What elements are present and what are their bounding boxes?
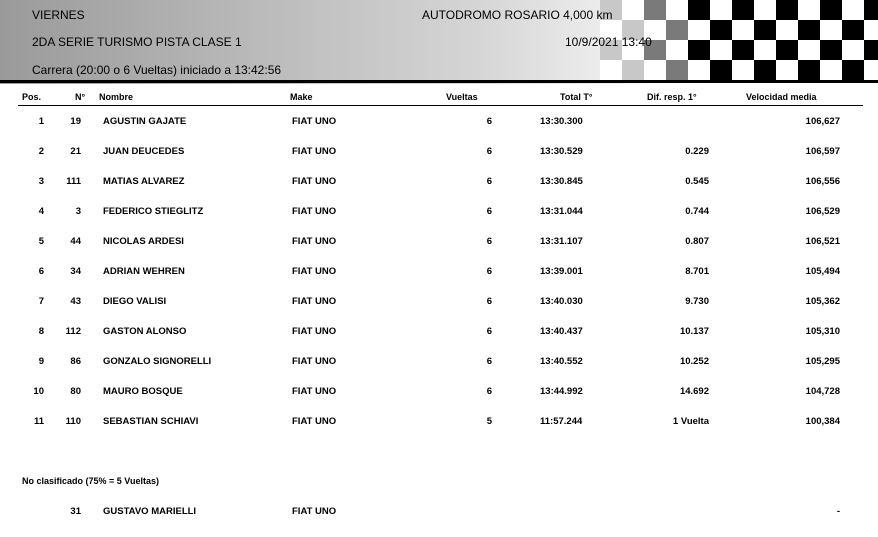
cell-total: 13:40.437 (540, 326, 583, 337)
table-row (0, 236, 878, 250)
cell-diff: 10.252 (679, 356, 709, 367)
cell-diff: 0.744 (685, 206, 709, 217)
cell-make: FIAT UNO (292, 206, 337, 217)
cell-pos: 8 (38, 326, 44, 337)
cell-num: 80 (70, 386, 81, 397)
flag-square (600, 60, 622, 80)
col-pos: Pos. (22, 92, 42, 102)
cell-make: FIAT UNO (292, 356, 337, 367)
flag-square (666, 20, 688, 40)
cell-make: FIAT UNO (292, 416, 337, 427)
cell-speed: 105,295 (805, 356, 840, 367)
cell-diff: 0.229 (685, 146, 709, 157)
flag-square (776, 60, 798, 80)
flag-square (732, 60, 754, 80)
not-classified-label: No clasificado (75% = 5 Vueltas) (22, 476, 159, 486)
cell-diff: 8.701 (685, 266, 709, 277)
cell-total: 13:44.992 (540, 386, 583, 397)
cell-make: FIAT UNO (292, 506, 337, 517)
flag-square (710, 60, 732, 80)
cell-num: 111 (66, 176, 81, 187)
cell-num: 112 (65, 326, 81, 337)
cell-diff: 14.692 (679, 386, 709, 397)
cell-make: FIAT UNO (292, 116, 337, 127)
cell-pos: 3 (38, 176, 44, 187)
cell-name: GONZALO SIGNORELLI (103, 356, 212, 367)
flag-square (798, 20, 820, 40)
cell-total: 11:57.244 (540, 416, 583, 427)
flag-square (820, 40, 842, 60)
flag-square (666, 0, 688, 20)
flag-square (864, 40, 878, 60)
cell-diff: 0.807 (685, 236, 709, 247)
series-title: 2DA SERIE TURISMO PISTA CLASE 1 (32, 35, 242, 49)
col-total: Total T° (560, 92, 593, 102)
flag-square (842, 20, 864, 40)
flag-square (666, 40, 688, 60)
col-laps: Vueltas (446, 92, 478, 102)
table-row (0, 506, 878, 520)
header-divider (0, 80, 878, 83)
cell-speed: 104,728 (805, 386, 840, 397)
cell-total: 13:39.001 (540, 266, 583, 277)
cell-pos: 4 (38, 206, 44, 217)
flag-square (710, 0, 732, 20)
flag-square (710, 20, 732, 40)
cell-speed: 106,597 (805, 146, 840, 157)
cell-total: 13:30.529 (540, 146, 583, 157)
cell-total: 13:31.107 (540, 236, 583, 247)
cell-total: 13:31.044 (540, 206, 583, 217)
cell-laps: 6 (486, 236, 492, 247)
circuit-label: AUTODROMO ROSARIO 4,000 km (422, 8, 613, 22)
flag-square (842, 40, 864, 60)
flag-square (864, 60, 878, 80)
flag-square (732, 40, 754, 60)
flag-square (622, 0, 644, 20)
cell-pos: 1 (38, 116, 44, 127)
cell-pos: 10 (33, 386, 44, 397)
table-row (0, 386, 878, 400)
cell-speed: 105,310 (805, 326, 840, 337)
flag-square (688, 60, 710, 80)
race-info: Carrera (20:00 o 6 Vueltas) iniciado a 13:42:56 (32, 63, 282, 77)
cell-pos: 6 (38, 266, 44, 277)
cell-laps: 6 (486, 386, 492, 397)
cell-make: FIAT UNO (292, 146, 337, 157)
table-row (0, 116, 878, 130)
cell-name: FEDERICO STIEGLITZ (103, 206, 204, 217)
cell-num: 86 (70, 356, 81, 367)
flag-square (798, 0, 820, 20)
day-label: VIERNES (32, 8, 85, 22)
col-speed: Velocidad media (746, 92, 817, 102)
table-header-divider (18, 105, 863, 106)
cell-name: JUAN DEUCEDES (103, 146, 185, 157)
cell-num: 31 (70, 506, 81, 517)
cell-name: MAURO BOSQUE (103, 386, 183, 397)
flag-square (798, 60, 820, 80)
col-num: N° (75, 92, 86, 102)
flag-square (820, 0, 842, 20)
cell-num: 43 (70, 296, 81, 307)
cell-total: 13:40.030 (540, 296, 583, 307)
flag-square (776, 0, 798, 20)
cell-pos: 11 (33, 416, 44, 427)
table-row (0, 146, 878, 160)
cell-pos: 5 (38, 236, 44, 247)
cell-diff: 0.545 (685, 176, 709, 187)
flag-square (798, 40, 820, 60)
cell-num: 21 (70, 146, 81, 157)
table-row (0, 296, 878, 310)
cell-pos: 7 (38, 296, 44, 307)
cell-speed: 105,362 (805, 296, 840, 307)
flag-square (688, 40, 710, 60)
col-make: Make (290, 92, 313, 102)
flag-square (622, 60, 644, 80)
cell-name: DIEGO VALISI (103, 296, 167, 307)
cell-total: 13:40.552 (540, 356, 583, 367)
flag-square (820, 20, 842, 40)
cell-num: 3 (75, 206, 81, 217)
cell-laps: 6 (486, 326, 492, 337)
cell-pos: 2 (38, 146, 44, 157)
table-row (0, 356, 878, 370)
cell-name: MATIAS ALVAREZ (103, 176, 185, 187)
cell-laps: 6 (486, 116, 492, 127)
cell-make: FIAT UNO (292, 386, 337, 397)
flag-square (666, 60, 688, 80)
cell-name: ADRIAN WEHREN (103, 266, 185, 277)
cell-diff: 9.730 (685, 296, 709, 307)
cell-laps: 6 (486, 176, 492, 187)
flag-square (732, 0, 754, 20)
cell-speed: 106,521 (805, 236, 840, 247)
col-name: Nombre (99, 92, 134, 102)
cell-laps: 6 (486, 146, 492, 157)
flag-square (688, 20, 710, 40)
flag-square (754, 40, 776, 60)
flag-square (842, 60, 864, 80)
cell-make: FIAT UNO (292, 266, 337, 277)
cell-pos: 9 (38, 356, 44, 367)
cell-make: FIAT UNO (292, 236, 337, 247)
flag-square (776, 40, 798, 60)
cell-name: GASTON ALONSO (103, 326, 187, 337)
cell-laps: 5 (486, 416, 492, 427)
cell-total: 13:30.300 (540, 116, 583, 127)
flag-square (864, 20, 878, 40)
flag-square (688, 0, 710, 20)
cell-speed: 106,627 (805, 116, 840, 127)
flag-square (732, 20, 754, 40)
flag-square (754, 60, 776, 80)
report-header (0, 0, 878, 84)
flag-square (754, 0, 776, 20)
cell-laps: 6 (486, 266, 492, 277)
cell-speed: - (836, 506, 840, 517)
table-row (0, 416, 878, 430)
cell-num: 19 (70, 116, 81, 127)
cell-num: 34 (70, 266, 81, 277)
cell-name: NICOLAS ARDESI (103, 236, 184, 247)
cell-diff: 10.137 (679, 326, 709, 337)
flag-square (776, 20, 798, 40)
cell-speed: 100,384 (805, 416, 840, 427)
cell-speed: 106,529 (805, 206, 840, 217)
cell-laps: 6 (486, 206, 492, 217)
datetime-label: 10/9/2021 13:40 (565, 35, 652, 49)
flag-square (710, 40, 732, 60)
table-row (0, 266, 878, 280)
table-row (0, 176, 878, 190)
col-diff: Dif. resp. 1° (647, 92, 697, 102)
cell-laps: 6 (486, 296, 492, 307)
table-row (0, 326, 878, 340)
cell-make: FIAT UNO (292, 176, 337, 187)
cell-name: AGUSTIN GAJATE (103, 116, 187, 127)
flag-square (644, 0, 666, 20)
cell-total: 13:30.845 (540, 176, 583, 187)
cell-make: FIAT UNO (292, 296, 337, 307)
flag-square (644, 60, 666, 80)
cell-speed: 106,556 (805, 176, 840, 187)
cell-name: SEBASTIAN SCHIAVI (103, 416, 199, 427)
cell-name: GUSTAVO MARIELLI (103, 506, 197, 517)
cell-num: 44 (70, 236, 81, 247)
cell-num: 110 (65, 416, 81, 427)
cell-diff: 1 Vuelta (672, 416, 709, 427)
cell-speed: 105,494 (805, 266, 840, 277)
cell-make: FIAT UNO (292, 326, 337, 337)
flag-square (842, 0, 864, 20)
cell-laps: 6 (486, 356, 492, 367)
flag-square (820, 60, 842, 80)
flag-square (754, 20, 776, 40)
table-row (0, 206, 878, 220)
flag-square (864, 0, 878, 20)
